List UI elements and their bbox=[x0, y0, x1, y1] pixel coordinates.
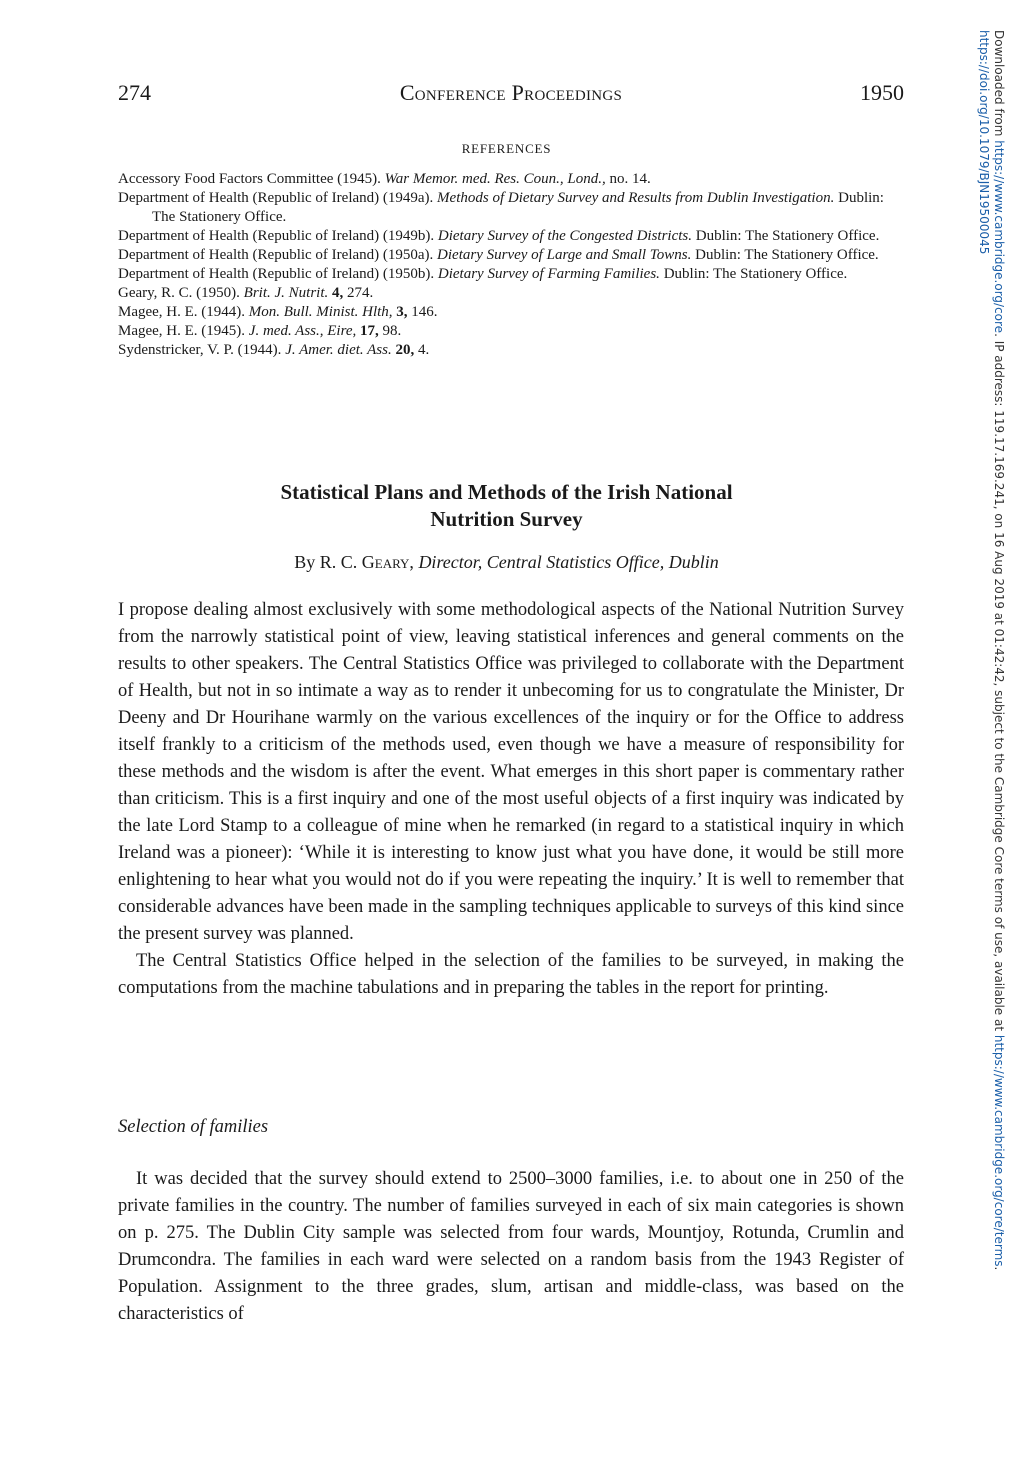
body-paragraph: The Central Statistics Office helped in the selection of the families to be surveyed, in making the computations from the machine tabulations and in preparing the tables in the report for printing. bbox=[118, 951, 904, 998]
terms-link[interactable]: https://www.cambridge.org/core/terms bbox=[992, 1034, 1006, 1267]
title-line: Statistical Plans and Methods of the Irish National bbox=[280, 480, 733, 504]
page-header bbox=[118, 80, 904, 110]
reference-item: Department of Health (Republic of Ireland) (1950a). Dietary Survey of Large and Small Towns. Dublin: The Stationery Office. bbox=[118, 247, 879, 263]
reference-item: Sydenstricker, V. P. (1944). J. Amer. diet. Ass. 20, 4. bbox=[118, 342, 430, 358]
page-number: 274 bbox=[118, 80, 151, 105]
references-heading: REFERENCES bbox=[461, 141, 552, 156]
body-paragraph: I propose dealing almost exclusively with some methodological aspects of the National Nutrition Survey from the narrowly statistical point of view, leaving statistical inferences and general comments on the results to other speakers. The Central Statistics Office was privileged to collaborate with the Department of Health, but not in so intimate a way as to render it unbecoming for us to congratulate the Minister, Dr Deeny and Dr Hourihane warmly on the various excellences of the inquiry or for the Office to address itself frankly to a criticism of the methods used, even though we have a measure of responsibility for these methods and the wisdom is after the event. What emerges in this short paper is commentary rather than criticism. This is a first inquiry and one of the most useful objects of a first inquiry was indicated by the late Lord Stamp to a colleague of mine when he remarked (in regard to a statistical inquiry in which Ireland was a pioneer): ‘While it is interesting to know just what you have done, it would be still more enlightening to hear what you would not do if you were repeating the inquiry.’ It is well to remember that considerable advances have been made in the sampling techniques applicable to surveys of this kind since the present survey was planned. bbox=[118, 600, 904, 944]
running-title: Conference Proceedings bbox=[399, 80, 623, 105]
header-year: 1950 bbox=[860, 80, 904, 105]
reference-item: Geary, R. C. (1950). Brit. J. Nutrit. 4, 274. bbox=[118, 285, 374, 301]
author-affiliation: Director, Central Statistics Office, Dublin bbox=[418, 552, 719, 572]
section-subheading: Selection of families bbox=[118, 1117, 269, 1137]
title-line: Nutrition Survey bbox=[430, 507, 583, 531]
doi-line bbox=[976, 30, 991, 1430]
download-notice: Downloaded from https://www.cambridge.org/core. IP address: 119.17.169.241, on 16 Aug 2019 at 01:42:42, subject to the Cambridge Core terms of use, available at https://www.cambridge.org/core/terms. bbox=[992, 30, 1006, 1271]
author-name: Geary, bbox=[361, 552, 414, 572]
reference-item: Department of Health (Republic of Ireland) (1950b). Dietary Survey of Farming Families. Dublin: The Stationery Office. bbox=[118, 266, 848, 282]
article-body-continued bbox=[118, 1147, 904, 1346]
reference-item: Department of Health (Republic of Ireland) (1949b). Dietary Survey of the Congested Districts. Dublin: The Stationery Office. bbox=[118, 228, 880, 244]
cambridge-core-link[interactable]: https://www.cambridge.org/core bbox=[992, 140, 1006, 334]
reference-item: Accessory Food Factors Committee (1945). War Memor. med. Res. Coun., Lond., no. 14. bbox=[118, 171, 651, 187]
reference-item: Magee, H. E. (1944). Mon. Bull. Minist. Hlth, 3, 146. bbox=[118, 304, 438, 320]
references-list bbox=[118, 170, 908, 360]
author-byline: By R. C. Geary, Director, Central Statistics Office, Dublin bbox=[294, 552, 719, 572]
article-body bbox=[118, 597, 904, 1002]
doi-link[interactable]: https://doi.org/10.1079/BJN19500045 bbox=[977, 30, 991, 255]
article-title bbox=[0, 479, 1013, 533]
reference-item: Department of Health (Republic of Ireland) (1949a). Methods of Dietary Survey and Results from Dublin Investigation. Dublin: The Stationery Office. bbox=[118, 190, 884, 225]
reference-item: Magee, H. E. (1945). J. med. Ass., Eire, 17, 98. bbox=[118, 323, 402, 339]
download-notice-sidebar bbox=[970, 30, 1010, 1450]
body-paragraph: It was decided that the survey should extend to 2500–3000 families, i.e. to about one in 250 of the private families in the country. The number of families surveyed in each of six main categories is shown on p. 275. The Dublin City sample was selected from four wards, Mountjoy, Rotunda, Crumlin and Drumcondra. The families in each ward were selected on a random basis from the 1943 Register of Population. Assignment to the three grades, slum, artisan and middle-class, was based on the characteristics of bbox=[118, 1168, 904, 1324]
